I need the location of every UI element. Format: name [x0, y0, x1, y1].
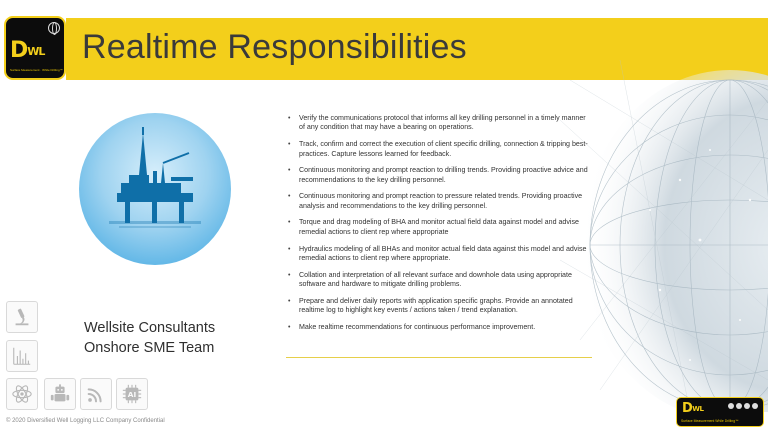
footer-logo-tagline: Surface Measurement While Drilling™ [681, 419, 739, 423]
list-item: • Hydraulics modeling of all BHAs and monitor actual field data against this model and advise remedial actions to client rep where appropriate. [288, 245, 590, 264]
footer-logo-icons [728, 403, 758, 409]
robot-tile [44, 378, 76, 410]
page-title: Realtime Responsibilities [82, 28, 467, 66]
gear-icon [736, 403, 742, 409]
wifi-tile [80, 378, 112, 410]
list-item: • Torque and drag modeling of BHA and monitor actual field data against model and advise remedial actions to client rep where appropriate [288, 218, 590, 237]
ai-label: AI [127, 390, 137, 400]
footer-copyright: © 2020 Diversified Well Logging LLC Company Confidential [6, 418, 165, 424]
team-line-1: Wellsite Consultants [84, 320, 216, 336]
team-title [84, 318, 215, 358]
flask-icon [752, 403, 758, 409]
wireframe-globe-decoration [560, 60, 768, 412]
chart-icon [11, 345, 33, 367]
footer-logo-text: DWL [682, 401, 704, 416]
offshore-rig-image [79, 113, 231, 265]
logo-tagline: Surface Measurement · While Drilling™ [10, 68, 63, 72]
logo-text: DWL [10, 38, 45, 63]
list-item: • Prepare and deliver daily reports with application specific graphs. Provide an annotated realtime log to highlight key events / actions taken / trend explanation. [288, 297, 590, 316]
atom-icon [744, 403, 750, 409]
microscope-tile [6, 301, 38, 333]
divider [286, 357, 592, 358]
list-item: • Continuous monitoring and prompt reaction to drilling trends. Providing proactive advice and recommendations to the key drilling personnel. [288, 166, 590, 185]
microscope-icon [11, 306, 33, 328]
offshore-oil-rig-icon [79, 113, 231, 265]
list-item: • Track, confirm and correct the execution of client specific drilling, connection & tripping best-practices. Capture lessons learned for feedback. [288, 140, 590, 159]
list-item: • Collation and interpretation of all relevant surface and downhole data using appropriate software and hardware to mitigate drilling problems. [288, 271, 590, 290]
robot-icon [49, 383, 71, 405]
ai-chip-icon [121, 383, 143, 405]
globe-icon [728, 403, 734, 409]
globe-icon [48, 22, 60, 34]
atom-tile [6, 378, 38, 410]
list-item: • Continuous monitoring and prompt reaction to pressure related trends. Providing proactive analysis and recommendations to the key drilling personnel. [288, 192, 590, 211]
list-item: • Verify the communications protocol that informs all key drilling personnel in a timely manner of any condition that may have a bearing on operations. [288, 114, 590, 133]
footer-dwl-logo [676, 397, 764, 427]
ai-chip-tile [116, 378, 148, 410]
list-item: • Make realtime recommendations for continuous performance improvement. [288, 323, 590, 332]
atom-icon [11, 383, 33, 405]
responsibilities-list [288, 114, 590, 340]
team-line-2: Onshore SME Team [84, 340, 215, 356]
dwl-logo [4, 16, 66, 80]
chart-tile [6, 340, 38, 372]
wifi-icon [85, 383, 107, 405]
